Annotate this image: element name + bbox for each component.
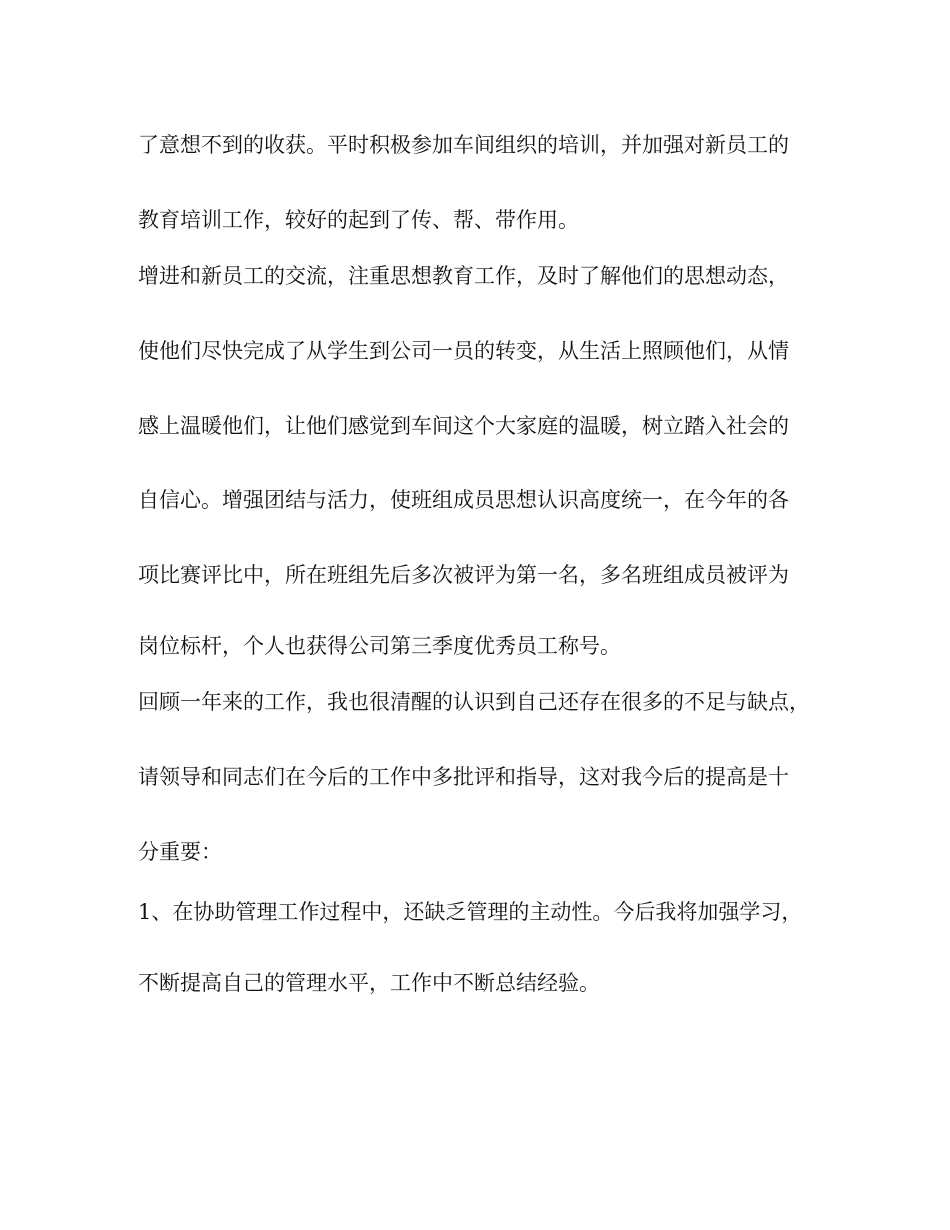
text-line-6: 自信心。增强团结与活力，使班组成员思想认识高度统一，在今年的各	[138, 488, 789, 512]
text-line-2: 教育培训工作，较好的起到了传、帮、带作用。	[138, 208, 579, 232]
text-line-10: 请领导和同志们在今后的工作中多批评和指导，这对我今后的提高是十	[138, 765, 789, 789]
text-line-9: 回顾一年来的工作，我也很清醒的认识到自己还存在很多的不足与缺点，	[138, 690, 810, 714]
text-line-8: 岗位标杆，个人也获得公司第三季度优秀员工称号。	[138, 634, 621, 658]
text-line-3: 增进和新员工的交流，注重思想教育工作，及时了解他们的思想动态，	[138, 264, 789, 288]
text-line-11: 分重要：	[138, 840, 222, 864]
text-line-13: 不断提高自己的管理水平，工作中不断总结经验。	[138, 971, 600, 995]
text-line-12: 1、在协助管理工作过程中，还缺乏管理的主动性。今后我将加强学习，	[138, 900, 803, 924]
text-line-4: 使他们尽快完成了从学生到公司一员的转变，从生活上照顾他们，从情	[138, 339, 789, 363]
text-line-1: 了意想不到的收获。平时积极参加车间组织的培训，并加强对新员工的	[138, 133, 789, 157]
text-line-5: 感上温暖他们，让他们感觉到车间这个大家庭的温暖，树立踏入社会的	[138, 414, 789, 438]
text-line-7: 项比赛评比中，所在班组先后多次被评为第一名，多名班组成员被评为	[138, 563, 789, 587]
